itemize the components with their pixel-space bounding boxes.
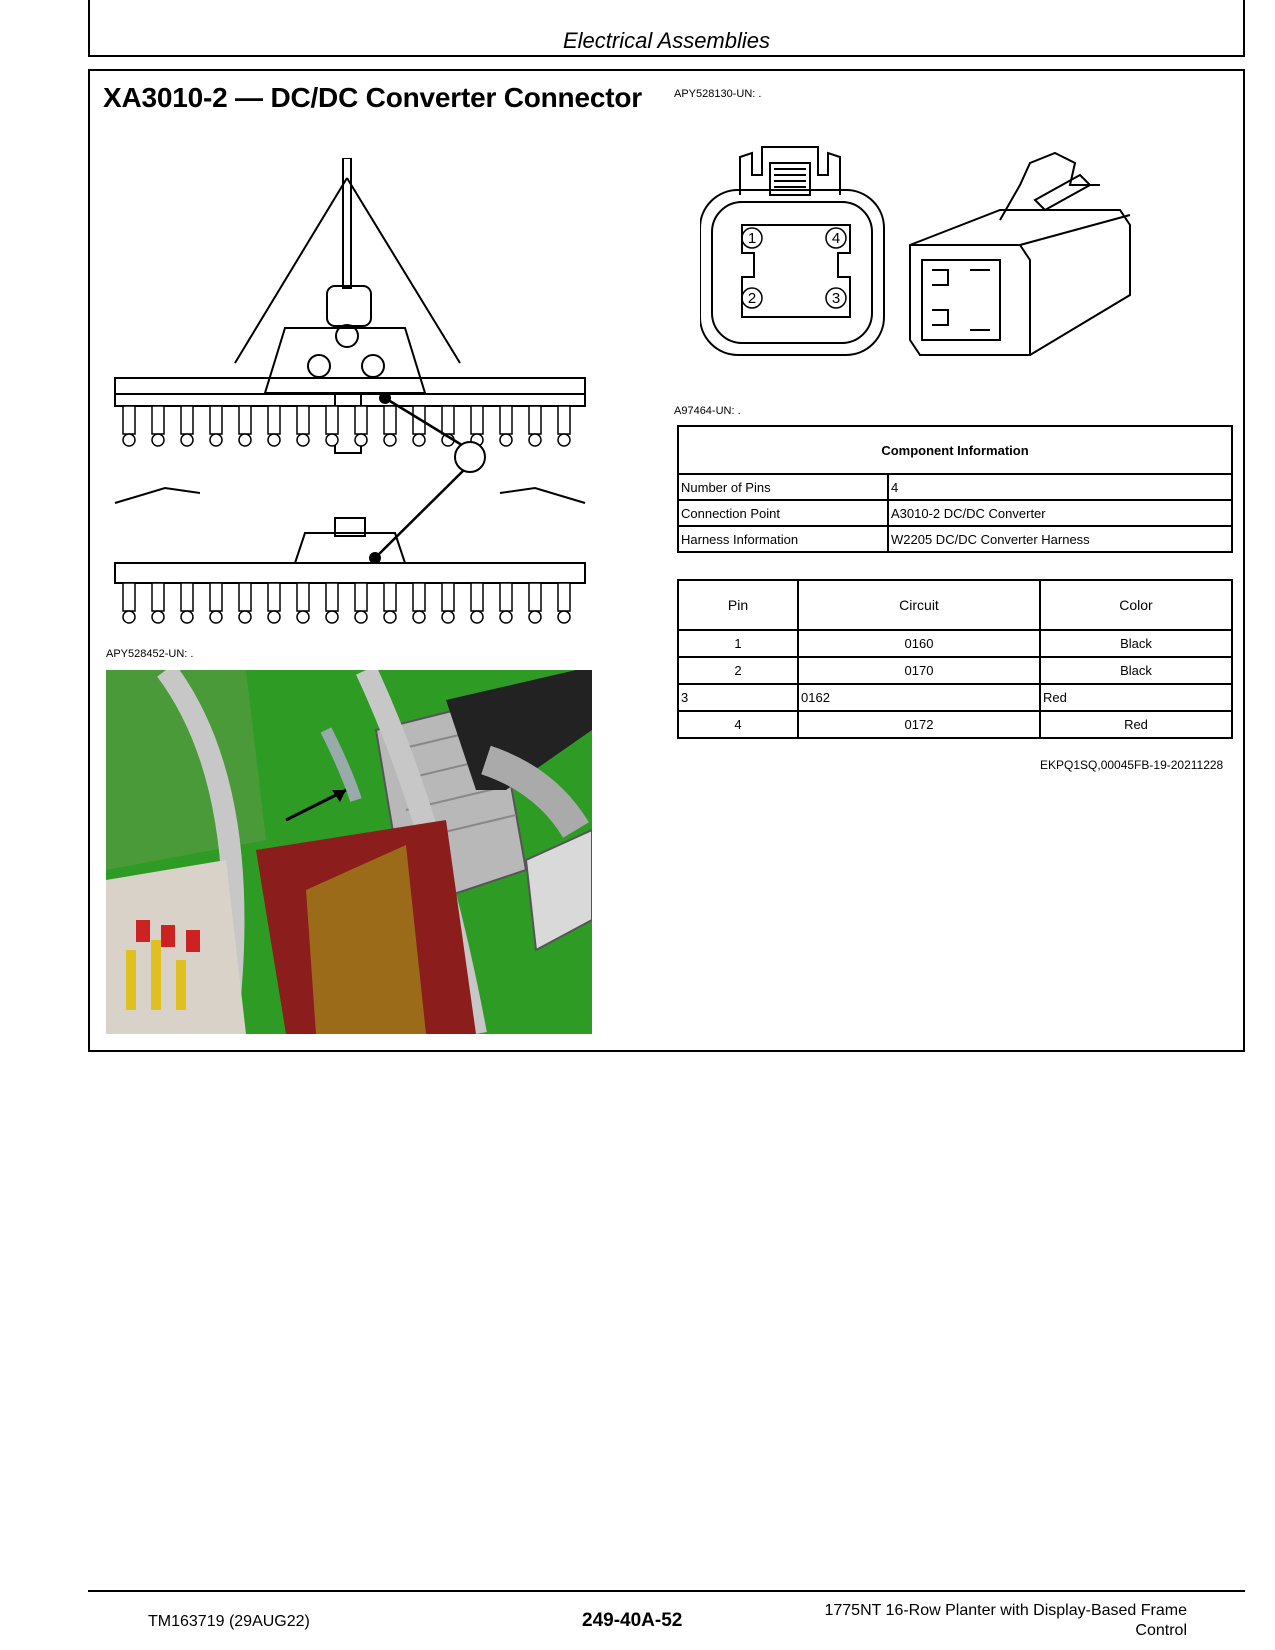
table-figure-id: A97464-UN: . (674, 405, 741, 417)
table-row (678, 474, 1232, 500)
color-cell: Red (1040, 711, 1232, 738)
row-wheel (297, 611, 309, 623)
doc-title (824, 1601, 1187, 1641)
row-unit (500, 583, 512, 611)
row-wheel (500, 611, 512, 623)
info-key: Number of Pins (678, 474, 888, 500)
circuit-cell: 0172 (798, 711, 1040, 738)
pin-cell: 4 (678, 711, 798, 738)
row-wheel (210, 611, 222, 623)
pin-label: 4 (831, 230, 841, 247)
table-row (678, 500, 1232, 526)
row-unit (384, 406, 396, 434)
row-unit (152, 583, 164, 611)
row-unit (529, 406, 541, 434)
row-unit (326, 406, 338, 434)
reference-code: EKPQ1SQ,00045FB-19-20211228 (1040, 758, 1224, 772)
row-unit (471, 583, 483, 611)
row-unit (442, 406, 454, 434)
row-unit (268, 583, 280, 611)
doc-title-line: Control (1135, 1622, 1187, 1639)
row-unit (181, 583, 193, 611)
row-unit (384, 583, 396, 611)
row-unit (529, 583, 541, 611)
pin-label: 1 (747, 230, 757, 247)
connector-illustration (700, 145, 1150, 370)
circuit-header: Circuit (798, 580, 1040, 630)
row-wheel (123, 611, 135, 623)
planter-illustration (105, 158, 595, 638)
circuit-cell: 0170 (798, 657, 1040, 684)
table-row (678, 684, 1232, 711)
row-unit (181, 406, 193, 434)
row-unit (500, 406, 512, 434)
row-wheel (181, 434, 193, 446)
row-wheel (297, 434, 309, 446)
doc-title-line: 1775NT 16-Row Planter with Display-Based Frame (824, 1602, 1187, 1619)
circuit-cell: 0162 (798, 684, 1040, 711)
color-cell: Black (1040, 630, 1232, 657)
row-unit (471, 406, 483, 434)
table-row (678, 526, 1232, 552)
row-wheel (326, 611, 338, 623)
row-unit (297, 406, 309, 434)
row-unit (210, 583, 222, 611)
row-wheel (123, 434, 135, 446)
row-wheel (239, 434, 251, 446)
planter-figure-id: APY528452-UN: . (106, 648, 194, 660)
row-unit (558, 583, 570, 611)
row-wheel (152, 611, 164, 623)
pin-cell: 2 (678, 657, 798, 684)
row-unit (268, 406, 280, 434)
info-value: A3010-2 DC/DC Converter (888, 500, 1232, 526)
header-title: Electrical Assemblies (562, 28, 771, 53)
pin-table (677, 579, 1233, 739)
pin-1 (742, 228, 846, 308)
row-wheel (326, 434, 338, 446)
row-wheel (529, 434, 541, 446)
page-number: 249-40A-52 (582, 1610, 683, 1631)
row-wheel (413, 611, 425, 623)
row-unit (152, 406, 164, 434)
pin-label: 3 (831, 290, 841, 307)
row-wheel (181, 611, 193, 623)
row-unit (355, 406, 367, 434)
row-wheel (442, 611, 454, 623)
row-wheel (268, 611, 280, 623)
row-wheel (558, 611, 570, 623)
row-wheel (500, 434, 512, 446)
row-unit (558, 406, 570, 434)
pin-cell: 3 (678, 684, 798, 711)
row-unit (123, 583, 135, 611)
converter-photo (106, 670, 592, 1034)
row-unit (239, 583, 251, 611)
pin-label: 2 (747, 290, 757, 307)
info-key: Harness Information (678, 526, 888, 552)
row-wheel (268, 434, 280, 446)
row-wheel (355, 434, 367, 446)
connector-figure-id: APY528130-UN: . (674, 88, 762, 100)
row-unit (355, 583, 367, 611)
info-value: 4 (888, 474, 1232, 500)
row-unit (413, 583, 425, 611)
table-row (678, 711, 1232, 738)
pin-header: Pin (678, 580, 798, 630)
row-wheel (210, 434, 222, 446)
section-title: XA3010-2 — DC/DC Converter Connector (103, 82, 642, 113)
row-wheel (384, 434, 396, 446)
row-wheel (413, 434, 425, 446)
component-info-heading: Component Information (678, 426, 1232, 474)
row-unit (239, 406, 251, 434)
pin-cell: 1 (678, 630, 798, 657)
color-header: Color (1040, 580, 1232, 630)
row-unit (442, 583, 454, 611)
table-row (678, 630, 1232, 657)
info-key: Connection Point (678, 500, 888, 526)
row-wheel (239, 611, 251, 623)
row-unit (123, 406, 135, 434)
row-wheel (355, 611, 367, 623)
color-cell: Black (1040, 657, 1232, 684)
footer-rule (88, 1590, 1245, 1592)
row-wheel (384, 611, 396, 623)
circuit-cell: 0160 (798, 630, 1040, 657)
row-wheel (152, 434, 164, 446)
doc-id: TM163719 (29AUG22) (148, 1613, 310, 1630)
component-info-table (677, 425, 1233, 553)
color-cell: Red (1040, 684, 1232, 711)
row-unit (210, 406, 222, 434)
table-row (678, 657, 1232, 684)
info-value: W2205 DC/DC Converter Harness (888, 526, 1232, 552)
row-wheel (558, 434, 570, 446)
row-wheel (529, 611, 541, 623)
page-header (88, 0, 1245, 57)
row-unit (297, 583, 309, 611)
row-unit (326, 583, 338, 611)
row-wheel (471, 611, 483, 623)
